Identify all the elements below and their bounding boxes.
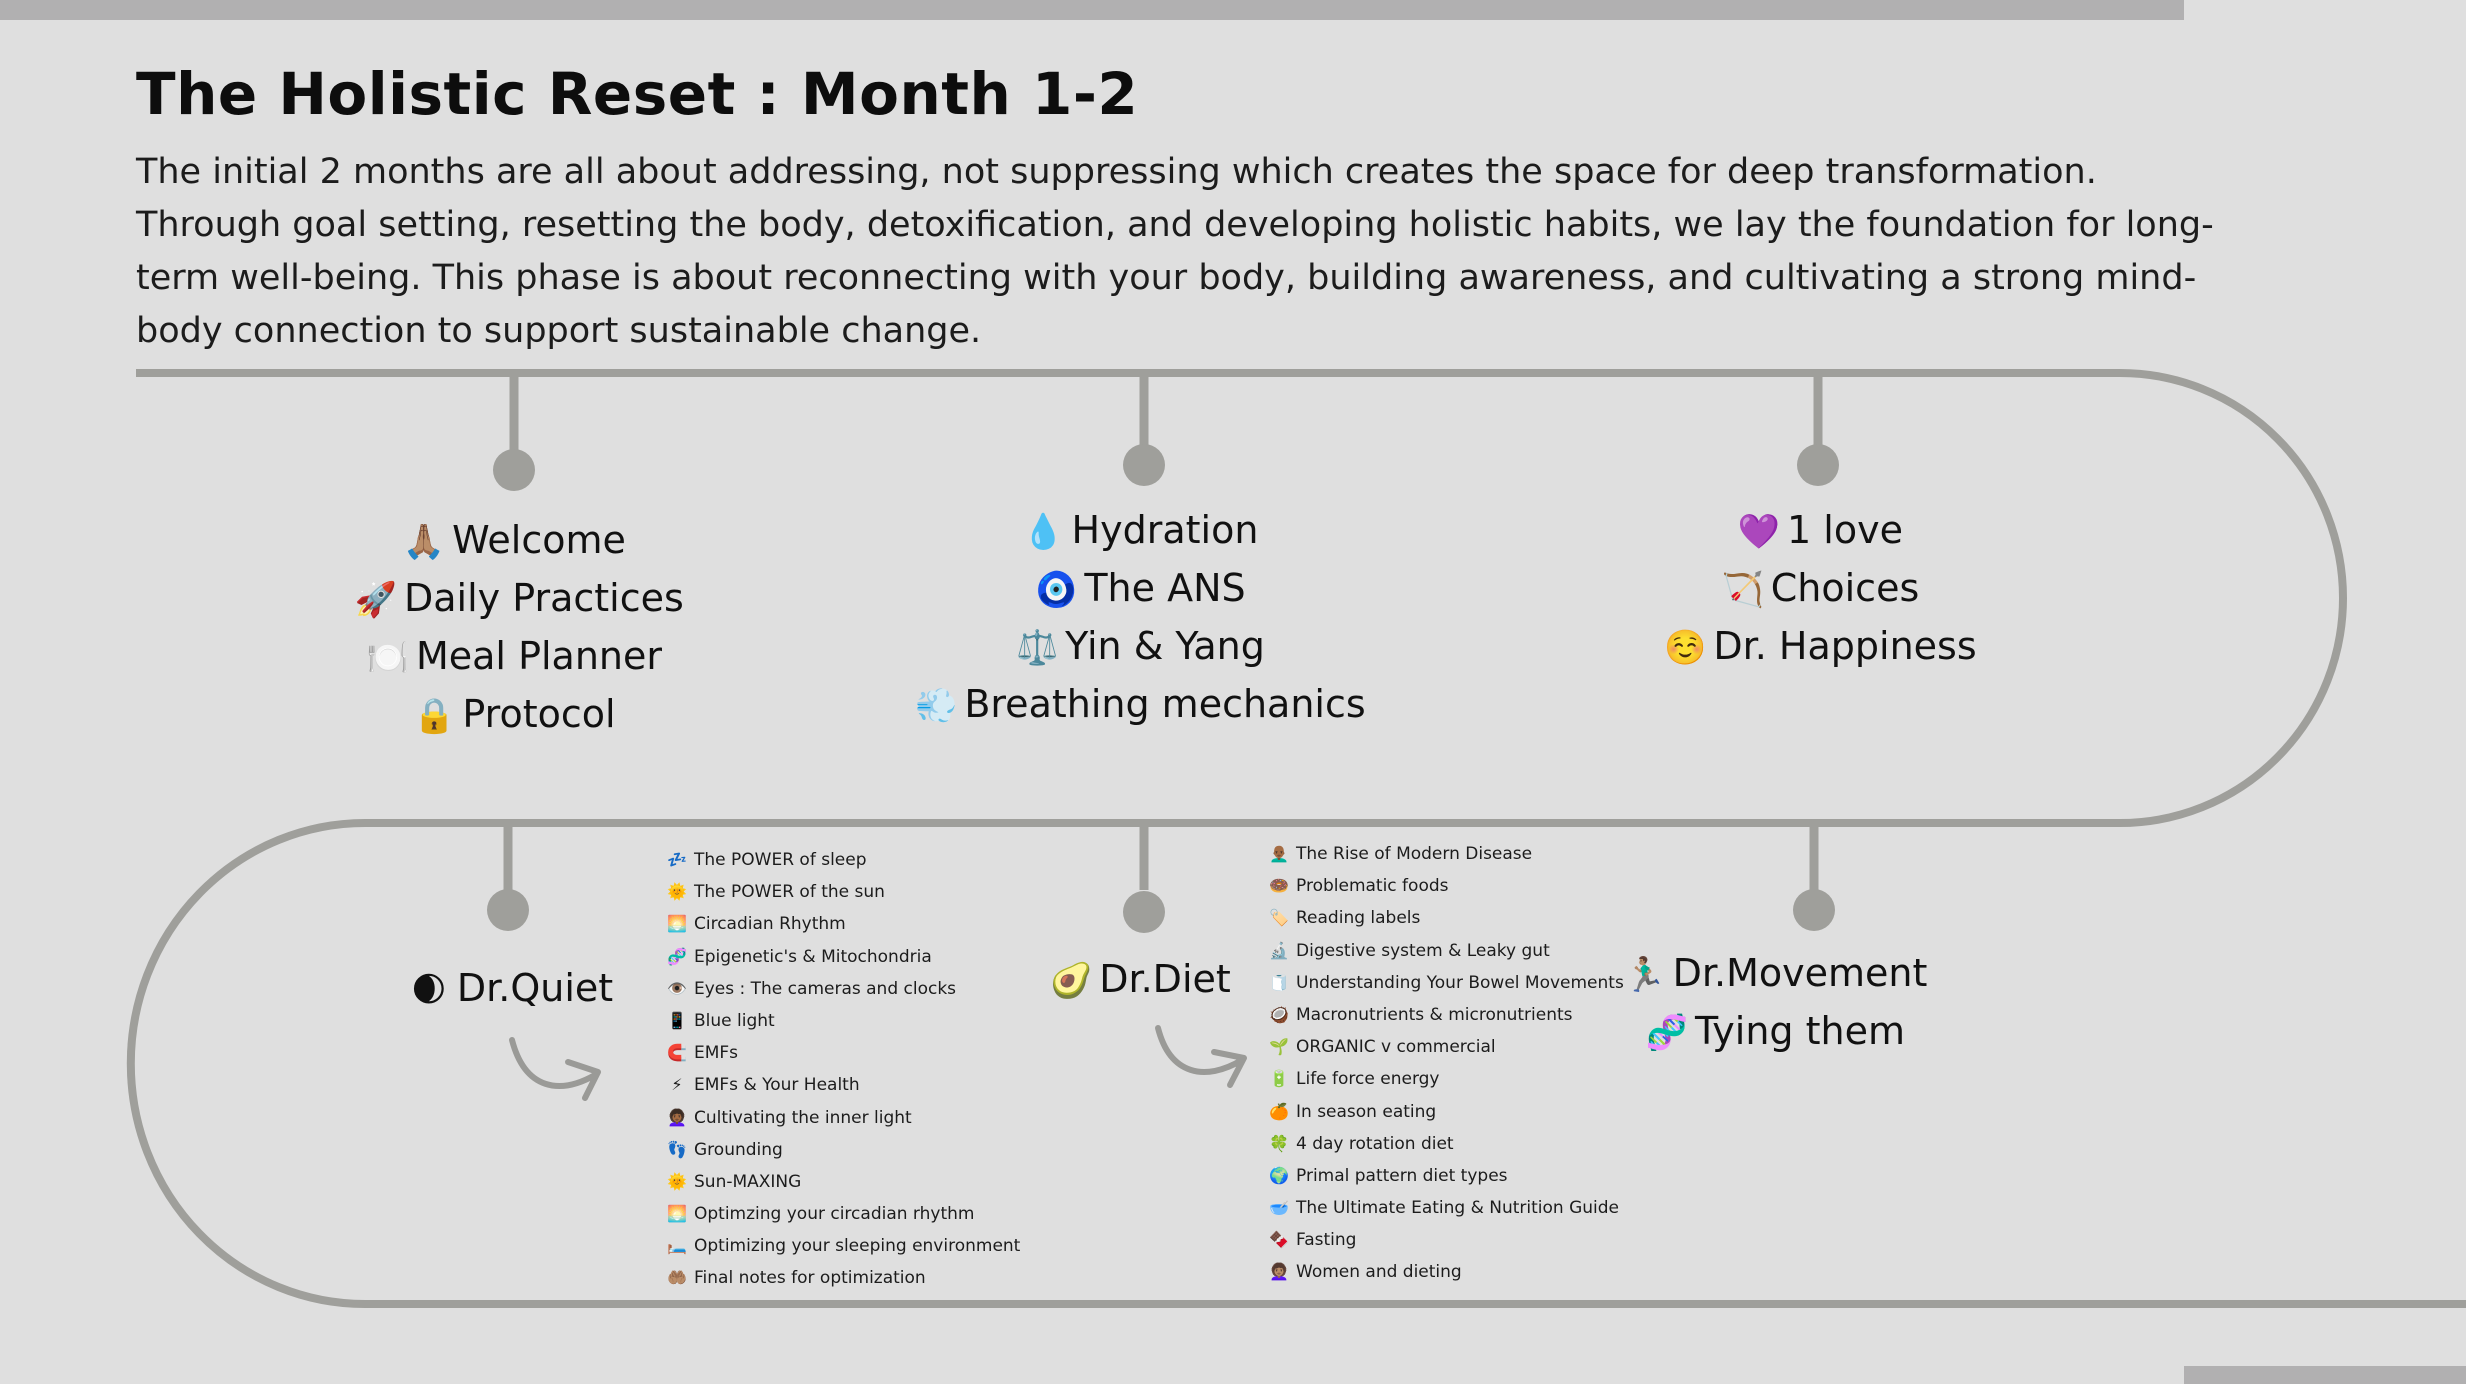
topic-item-label: ORGANIC v commercial	[1296, 1037, 1496, 1058]
dna-icon: 🧬	[667, 946, 687, 966]
stage-mindset	[1640, 502, 2000, 676]
topic-item-label: EMFs	[694, 1043, 739, 1064]
topic-item[interactable]	[666, 1262, 1020, 1294]
topic-item-label: Primal pattern diet types	[1296, 1165, 1508, 1186]
stage-body-balance	[900, 502, 1380, 734]
topic-item[interactable]	[666, 876, 1020, 908]
clover-icon: 🍀	[1269, 1133, 1289, 1153]
stage-item[interactable]	[354, 686, 674, 744]
microscope-icon: 🔬	[1269, 940, 1289, 960]
topic-item-label: Reading labels	[1296, 908, 1421, 929]
topic-item[interactable]	[666, 941, 1020, 973]
topic-item-label: Cultivating the inner light	[694, 1107, 912, 1128]
stage-item-label: Dr. Happiness	[1713, 624, 1977, 668]
topic-item-label: EMFs & Your Health	[694, 1075, 860, 1096]
topic-item-label: In season eating	[1296, 1101, 1437, 1122]
topic-item-label: The POWER of sleep	[694, 850, 867, 870]
moon-icon: 🌒	[411, 970, 447, 1010]
topic-item-label: Sun-MAXING	[694, 1171, 802, 1192]
person-icon: 👨🏾‍🦲	[1269, 844, 1289, 863]
topic-item-label: The POWER of the sun	[694, 882, 885, 903]
avocado-icon: 🥑	[1050, 961, 1093, 1001]
arrow-to-quiet-topics	[512, 1040, 598, 1098]
topic-item-label: Understanding Your Bowel Movements	[1296, 972, 1624, 993]
topic-item[interactable]	[666, 1166, 1020, 1198]
stage-item-label: Welcome	[452, 518, 626, 562]
stage-item[interactable]	[1640, 618, 2000, 676]
topic-item-label: Fasting	[1296, 1230, 1357, 1251]
topic-item[interactable]	[1268, 1031, 1624, 1063]
wind-icon: 💨	[915, 686, 958, 726]
stage-item-label: Choices	[1770, 566, 1920, 610]
magnet-icon: 🧲	[667, 1043, 687, 1063]
stage-item-label: Meal Planner	[415, 634, 663, 678]
dna-icon: 🧬	[1645, 1013, 1689, 1053]
milestone-dot-2	[1123, 444, 1165, 486]
topic-item[interactable]	[1268, 999, 1624, 1031]
topic-item[interactable]	[1268, 1224, 1624, 1256]
topic-item[interactable]	[666, 1102, 1020, 1134]
topic-item[interactable]	[1268, 1192, 1624, 1224]
lock-icon: 🔒	[413, 696, 456, 736]
topic-item-label: Women and dieting	[1296, 1262, 1462, 1283]
donut-icon: 🍩	[1269, 876, 1289, 896]
purple-heart-icon: 💜	[1737, 512, 1781, 552]
bow-arrow-icon: 🏹	[1721, 570, 1764, 610]
milestone-dot-6	[1793, 889, 1835, 931]
topic-item-label: Epigenetic's & Mitochondria	[694, 946, 932, 967]
stage-dr-movement	[1600, 945, 1950, 1061]
diet-topic-list	[1268, 838, 1624, 1289]
topic-item[interactable]	[1268, 967, 1624, 999]
stage-item-label: Protocol	[462, 692, 616, 736]
bed-icon: 🛏️	[667, 1236, 687, 1256]
topic-item[interactable]	[666, 844, 1020, 876]
stage-item[interactable]	[900, 560, 1380, 618]
topic-item[interactable]	[1268, 902, 1624, 934]
stage-item[interactable]	[354, 512, 674, 570]
track-left-curve	[131, 823, 365, 1304]
seedling-icon: 🌱	[1269, 1037, 1289, 1057]
topic-item[interactable]	[666, 1198, 1020, 1230]
stage-foundation	[354, 512, 684, 744]
stage-item-label: Daily Practices	[404, 576, 684, 620]
chocolate-icon: 🍫	[1269, 1230, 1289, 1250]
topic-item[interactable]	[1268, 1256, 1624, 1288]
stage-item-label: Breathing mechanics	[964, 682, 1366, 726]
topic-item-label: Final notes for optimization	[694, 1268, 926, 1289]
stage-item[interactable]	[1040, 951, 1240, 1009]
topic-item[interactable]	[666, 1230, 1020, 1262]
person-icon: 👩🏾‍🦱	[667, 1107, 687, 1127]
rocket-icon: 🚀	[354, 580, 398, 620]
stage-item[interactable]	[900, 618, 1380, 676]
woman-icon: 👩🏽‍🦱	[1269, 1262, 1289, 1282]
quiet-topic-list	[666, 844, 1020, 1295]
milestone-dot-1	[493, 449, 535, 491]
topic-item-label: Optimizing your sleeping environment	[694, 1236, 1021, 1257]
stage-item-label: Dr.Diet	[1099, 957, 1231, 1001]
stage-item[interactable]	[900, 502, 1380, 560]
topic-item[interactable]	[666, 1037, 1020, 1069]
sunrise-icon: 🌅	[667, 914, 687, 934]
stage-item[interactable]	[1640, 560, 2000, 618]
topic-item[interactable]	[666, 1005, 1020, 1037]
arrow-to-diet-topics	[1158, 1028, 1244, 1085]
sun-icon: 🌞	[667, 882, 687, 902]
track-right-curve	[2120, 373, 2343, 823]
topic-item[interactable]	[666, 1134, 1020, 1166]
stage-item-label: Hydration	[1071, 508, 1259, 552]
topic-item-label: Life force energy	[1296, 1069, 1440, 1090]
battery-icon: 🔋	[1269, 1069, 1289, 1089]
lightning-icon: ⚡	[671, 1075, 683, 1095]
nazar-amulet-icon: 🧿	[1035, 570, 1078, 610]
topic-item[interactable]	[1268, 935, 1624, 967]
stage-item-label: Yin & Yang	[1065, 624, 1265, 668]
topic-item-label: Macronutrients & micronutrients	[1296, 1004, 1573, 1025]
sleep-icon: 💤	[667, 850, 687, 869]
topic-item-label: Eyes : The cameras and clocks	[694, 978, 957, 999]
toilet-paper-icon: 🧻	[1269, 972, 1289, 992]
topic-item[interactable]	[1268, 1063, 1624, 1095]
milestone-dot-5	[1123, 891, 1165, 933]
intro-paragraph: The initial 2 months are all about addressing, not suppressing which creates the space for deep transformation. Through goal setting, resetting the body, detoxification, and developing holistic habits, we lay the foundation for long-term well-being. This phase is about reconnecting with your body, building awareness, and cultivating a strong mind-body connection to support sustainable change.	[136, 152, 2214, 351]
orange-icon: 🍊	[1269, 1101, 1289, 1121]
topic-item-label: The Rise of Modern Disease	[1296, 844, 1533, 864]
topic-item-label: Grounding	[694, 1139, 783, 1160]
running-man-icon: 🏃🏽‍♂️	[1623, 955, 1666, 995]
milestone-dot-3	[1797, 444, 1839, 486]
topic-item[interactable]	[1268, 1128, 1624, 1160]
stage-item[interactable]	[900, 676, 1380, 734]
open-hands-icon: 🤲🏽	[667, 1268, 687, 1288]
topic-item[interactable]	[1268, 870, 1624, 902]
coconut-icon: 🥥	[1269, 1004, 1289, 1024]
topic-item-label: Optimzing your circadian rhythm	[694, 1204, 975, 1225]
sun-icon: 🌞	[667, 1171, 687, 1191]
topic-item-label: The Ultimate Eating & Nutrition Guide	[1296, 1198, 1620, 1219]
stage-item[interactable]	[354, 628, 674, 686]
sunrise-icon: 🌅	[667, 1204, 687, 1224]
stage-dr-quiet	[390, 960, 630, 1018]
topic-item[interactable]	[666, 908, 1020, 940]
topic-item-label: Problematic foods	[1296, 876, 1449, 897]
label-tag-icon: 🏷️	[1269, 908, 1289, 928]
topic-item[interactable]	[1268, 1160, 1624, 1192]
topic-item-label: Blue light	[694, 1010, 775, 1031]
droplet-icon: 💧	[1022, 512, 1065, 552]
stage-item[interactable]	[1600, 1003, 1950, 1061]
topic-item-label: 4 day rotation diet	[1296, 1133, 1454, 1154]
phone-icon: 📱	[667, 1010, 687, 1030]
topic-item-label: Circadian Rhythm	[694, 914, 846, 935]
topic-item[interactable]	[1268, 838, 1624, 870]
footprints-icon: 👣	[667, 1139, 687, 1159]
page-title: The Holistic Reset : Month 1-2	[136, 60, 1139, 128]
stage-item-label: The ANS	[1084, 566, 1246, 610]
stage-item[interactable]	[354, 570, 684, 628]
stage-item-label: Dr.Quiet	[456, 966, 614, 1010]
stage-item[interactable]	[1640, 502, 2000, 560]
topic-item-label: Digestive system & Leaky gut	[1296, 940, 1550, 961]
smiling-face-icon: ☺️	[1664, 628, 1707, 668]
stage-item[interactable]	[1600, 945, 1950, 1003]
balance-scale-icon: ⚖️	[1015, 628, 1059, 668]
topic-item[interactable]	[666, 1069, 1020, 1101]
stage-item-label: 1 love	[1787, 508, 1903, 552]
milestone-dot-4	[487, 889, 529, 931]
fork-knife-icon: 🍽️	[366, 638, 410, 678]
stage-dr-diet	[1040, 951, 1240, 1009]
topic-item[interactable]	[1268, 1096, 1624, 1128]
topic-item[interactable]	[666, 973, 1020, 1005]
bowl-icon: 🥣	[1269, 1198, 1289, 1218]
globe-icon: 🌍	[1269, 1165, 1289, 1185]
praying-hands-icon: 🙏🏽	[402, 522, 446, 562]
stage-item[interactable]	[390, 960, 630, 1018]
stage-item-label: Dr.Movement	[1672, 951, 1928, 995]
eye-icon: 👁️	[667, 978, 687, 998]
stage-item-label: Tying them	[1694, 1009, 1905, 1053]
